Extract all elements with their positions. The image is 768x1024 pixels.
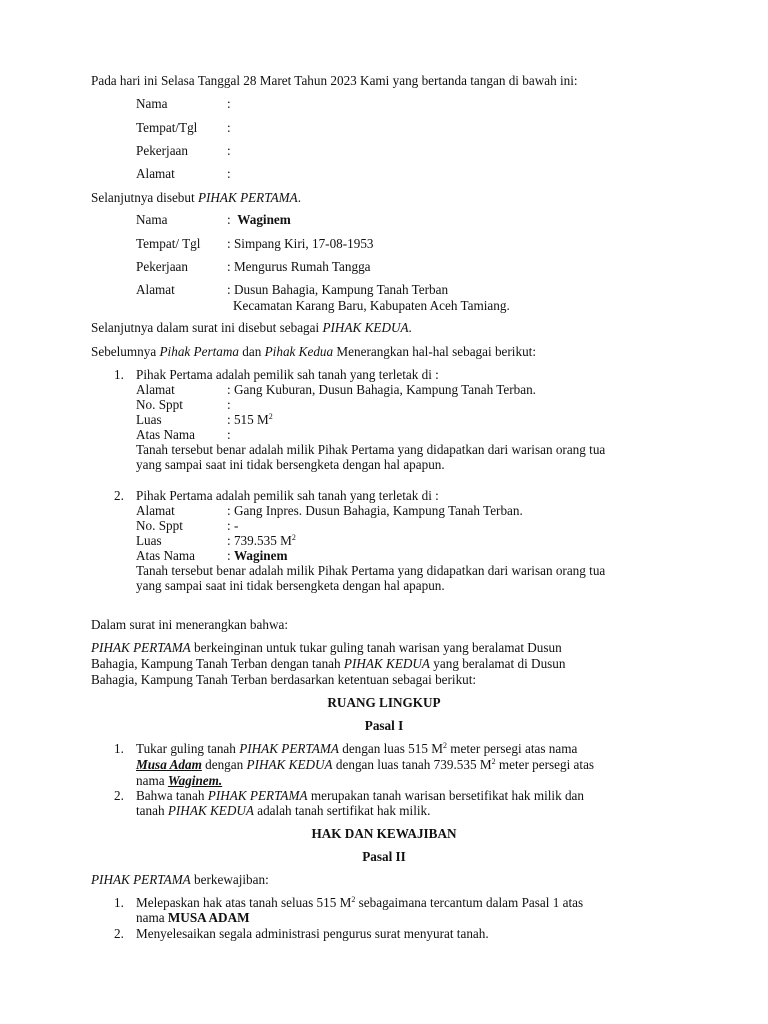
value-atas-nama: : Waginem bbox=[227, 548, 288, 563]
value-tempat: : Simpang Kiri, 17-08-1953 bbox=[227, 236, 374, 251]
rights-item-2-line-1: Menyelesaikan segala administrasi pengurus surat menyurat tanah. bbox=[136, 926, 489, 941]
explain-line-3: Bahagia, Kampung Tanah Terban berdasarkan ketentuan sebagai berikut: bbox=[91, 672, 477, 687]
label-pekerjaan: Pekerjaan bbox=[136, 259, 188, 274]
second-party-intro: Selanjutnya dalam surat ini disebut sebagai PIHAK KEDUA. bbox=[91, 320, 412, 335]
label-atas-nama: Atas Nama bbox=[136, 548, 195, 563]
label-atas-nama: Atas Nama bbox=[136, 427, 195, 442]
value-alamat: : Gang Inpres. Dusun Bahagia, Kampung Tanah Terban. bbox=[227, 503, 523, 518]
value-sppt: : bbox=[227, 397, 231, 412]
label-alamat: Alamat bbox=[136, 503, 175, 518]
item-number: 1. bbox=[114, 367, 124, 382]
value-luas: : 739.535 $M^2$ bbox=[227, 533, 296, 548]
value-luas: : 515 $M^2$ bbox=[227, 412, 273, 427]
section-heading-rights: HAK DAN KEWAJIBAN bbox=[311, 826, 457, 841]
rights-item-1-line-1: Melepaskan hak atas tanah seluas 515 $M^2$ sebagaimana tercantum dalam Pasal 1 atas bbox=[136, 895, 584, 910]
label-sppt: No. Sppt bbox=[136, 518, 183, 533]
explain-line-2: Bahagia, Kampung Tanah Terban dengan tanah PIHAK KEDUA yang beralamat di Dusun bbox=[91, 656, 566, 671]
label-nama: Nama bbox=[136, 96, 168, 111]
value-alamat: : Gang Kuburan, Dusun Bahagia, Kampung Tanah Terban. bbox=[227, 382, 536, 397]
scope-item-1-line-2: Musa Adam dengan PIHAK KEDUA dengan luas tanah 739.535 $M^2$ meter persegi atas bbox=[136, 757, 595, 772]
value-nama: : Waginem bbox=[227, 212, 291, 227]
item-description-1: Tanah tersebut benar adalah milik Pihak Pertama yang didapatkan dari warisan orang tua bbox=[136, 563, 606, 578]
label-alamat: Alamat bbox=[136, 382, 175, 397]
label-sppt: No. Sppt bbox=[136, 397, 183, 412]
label-luas: Luas bbox=[136, 533, 162, 548]
item-number: 2. bbox=[114, 926, 124, 941]
label-nama: Nama bbox=[136, 212, 168, 227]
value-alamat-2: Kecamatan Karang Baru, Kabupaten Aceh Tamiang. bbox=[233, 298, 510, 313]
label-alamat: Alamat bbox=[136, 282, 175, 297]
label-pekerjaan: Pekerjaan bbox=[136, 143, 188, 158]
item-number: 2. bbox=[114, 488, 124, 503]
colon: : bbox=[227, 120, 231, 135]
scope-item-2-line-1: Bahwa tanah PIHAK PERTAMA merupakan tanah warisan bersetifikat hak milik dan bbox=[136, 788, 585, 803]
value-alamat-1: : Dusun Bahagia, Kampung Tanah Terban bbox=[227, 282, 449, 297]
item-description-2: yang sampai saat ini tidak bersengketa dengan hal apapun. bbox=[136, 578, 445, 593]
scope-item-1-line-3: nama Waginem. bbox=[136, 773, 223, 788]
first-party-intro: Selanjutnya disebut PIHAK PERTAMA. bbox=[91, 190, 301, 205]
item-heading: Pihak Pertama adalah pemilik sah tanah yang terletak di : bbox=[136, 367, 439, 382]
colon: : bbox=[227, 166, 231, 181]
scope-item-1-line-1: Tukar guling tanah PIHAK PERTAMA dengan luas 515 $M^2$ meter persegi atas nama bbox=[136, 741, 578, 756]
pasal-2-heading: Pasal II bbox=[362, 849, 406, 864]
value-sppt: : - bbox=[227, 518, 239, 533]
label-luas: Luas bbox=[136, 412, 162, 427]
explain-line-1: PIHAK PERTAMA berkeinginan untuk tukar guling tanah warisan yang beralamat Dusun bbox=[91, 640, 562, 655]
pasal-1-heading: Pasal I bbox=[364, 718, 404, 733]
colon: : bbox=[227, 143, 231, 158]
rights-item-1-line-2: nama MUSA ADAM bbox=[136, 910, 250, 925]
colon: : bbox=[227, 96, 231, 111]
item-description-2: yang sampai saat ini tidak bersengketa dengan hal apapun. bbox=[136, 457, 445, 472]
item-description-1: Tanah tersebut benar adalah milik Pihak Pertama yang didapatkan dari warisan orang tua bbox=[136, 442, 606, 457]
section-heading-scope: RUANG LINGKUP bbox=[327, 695, 441, 710]
scope-item-2-line-2: tanah PIHAK KEDUA adalah tanah sertifikat hak milik. bbox=[136, 803, 431, 818]
before-statement: Sebelumnya Pihak Pertama dan Pihak Kedua Menerangkan hal-hal sebagai berikut: bbox=[91, 344, 536, 359]
item-heading: Pihak Pertama adalah pemilik sah tanah yang terletak di : bbox=[136, 488, 439, 503]
item-number: 2. bbox=[114, 788, 124, 803]
value-pekerjaan: : Mengurus Rumah Tangga bbox=[227, 259, 371, 274]
label-tempat: Tempat/Tgl bbox=[136, 120, 198, 135]
item-number: 1. bbox=[114, 895, 124, 910]
explain-lead: Dalam surat ini menerangkan bahwa: bbox=[91, 617, 289, 632]
item-number: 1. bbox=[114, 741, 124, 756]
rights-lead: PIHAK PERTAMA berkewajiban: bbox=[91, 872, 269, 887]
value-atas-nama: : bbox=[227, 427, 231, 442]
label-tempat: Tempat/ Tgl bbox=[136, 236, 201, 251]
label-alamat: Alamat bbox=[136, 166, 175, 181]
intro-text: Pada hari ini Selasa Tanggal 28 Maret Tahun 2023 Kami yang bertanda tangan di bawah ini: bbox=[91, 73, 578, 88]
